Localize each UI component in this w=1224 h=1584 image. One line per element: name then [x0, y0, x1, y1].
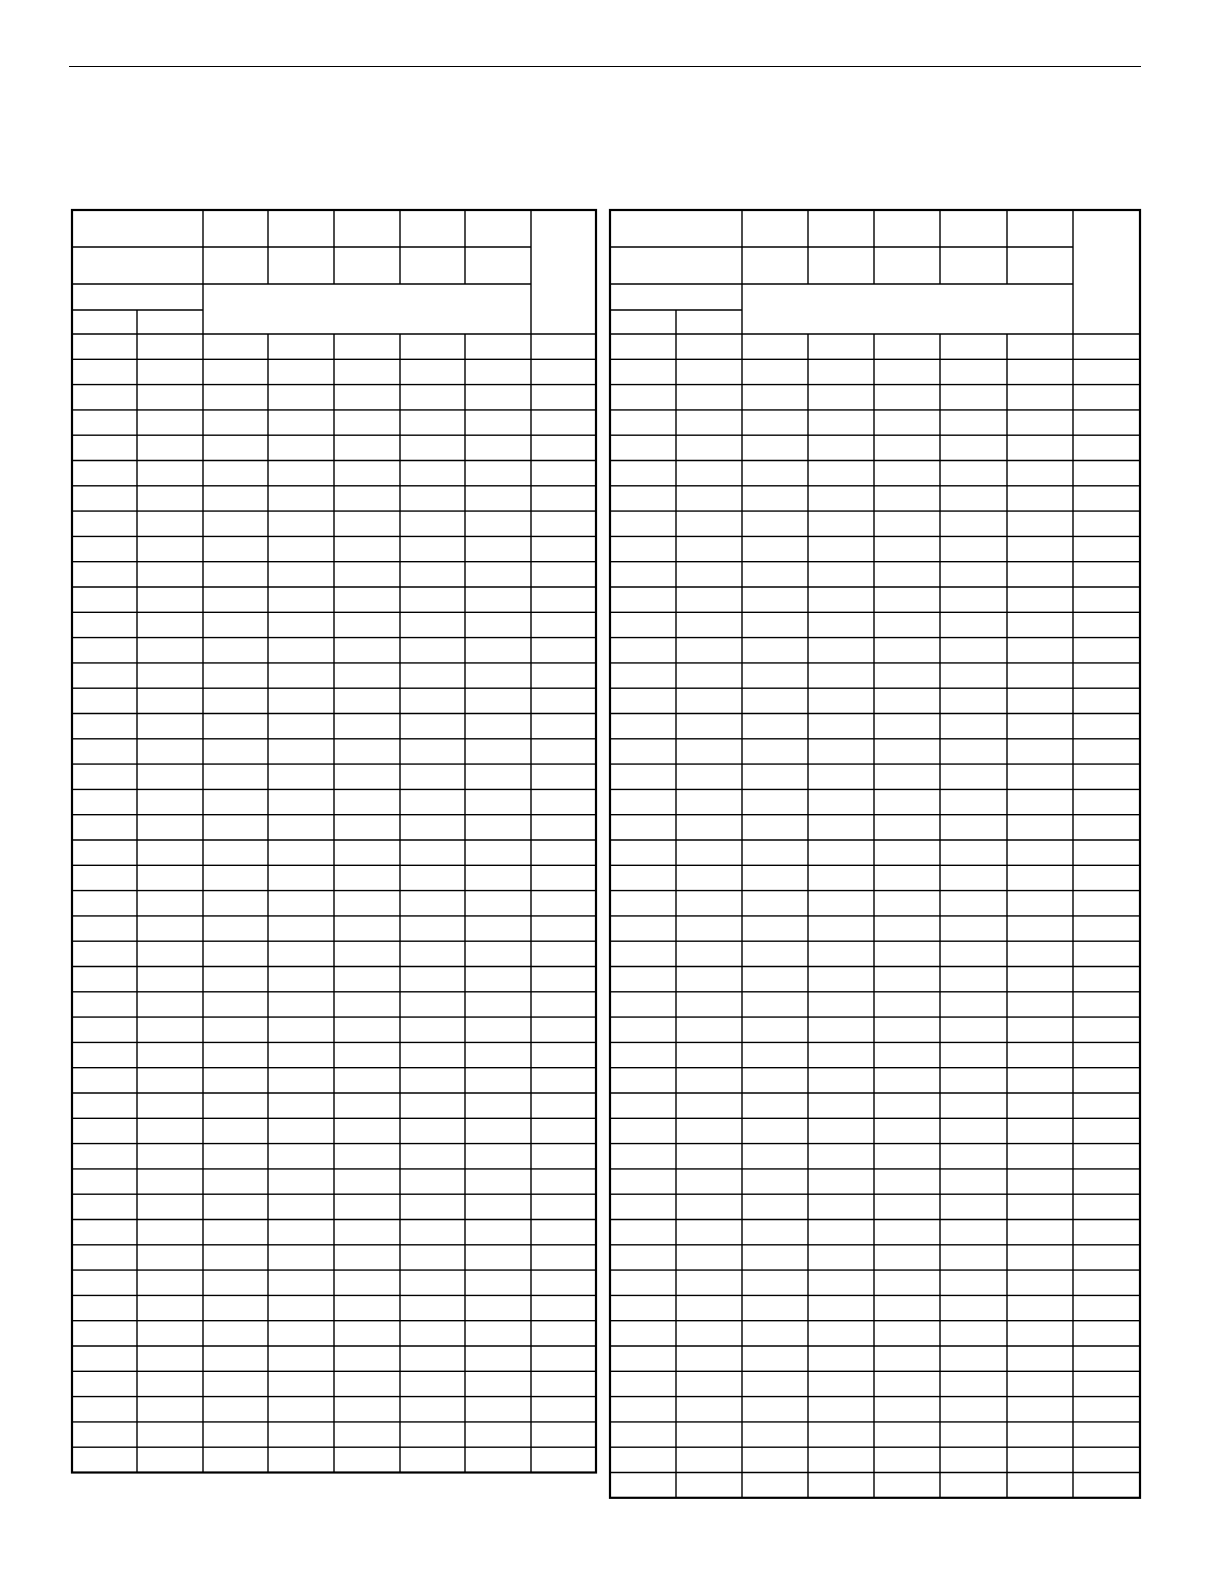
table-frame [610, 210, 1140, 1498]
